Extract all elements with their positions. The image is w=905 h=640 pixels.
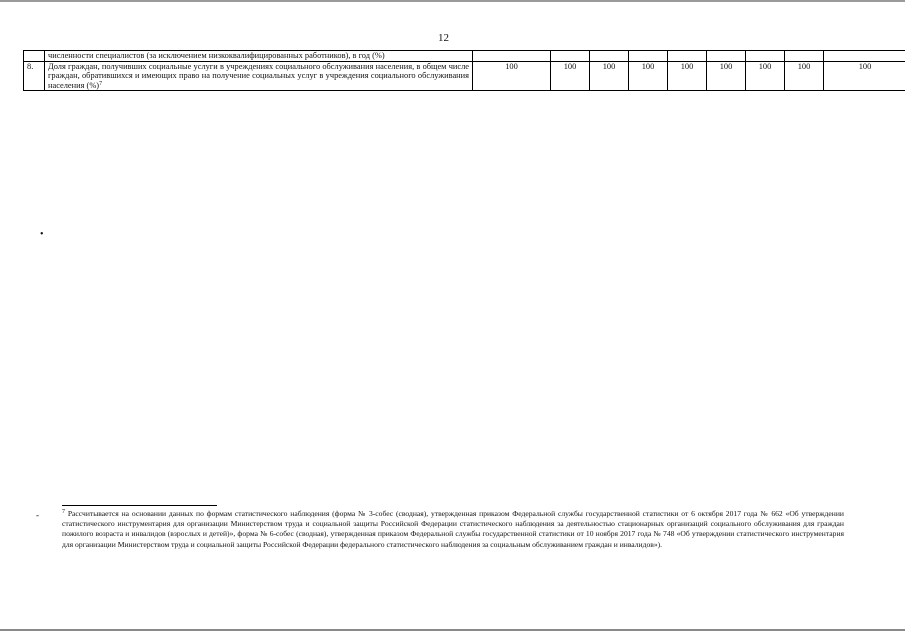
indicator-name: численности специалистов (за исключением низкоквалифицированных работников), в год (%) bbox=[45, 51, 473, 62]
footnote-reference: 7 bbox=[99, 80, 103, 87]
value-cell bbox=[668, 51, 707, 62]
value-cell: 100 bbox=[551, 61, 590, 91]
value-cell: 100 bbox=[473, 61, 551, 91]
value-cell bbox=[629, 51, 668, 62]
value-cell: 100 bbox=[824, 61, 905, 91]
value-cell: 100 bbox=[785, 61, 824, 91]
page-number: 12 bbox=[438, 32, 449, 44]
value-cell: 100 bbox=[629, 61, 668, 91]
indicator-name bbox=[45, 61, 473, 91]
value-cell bbox=[551, 51, 590, 62]
scan-top-edge bbox=[0, 0, 905, 2]
footnote bbox=[62, 509, 844, 550]
value-cell: 100 bbox=[746, 61, 785, 91]
indicator-text: Доля граждан, получивших социальные услуги в учреждениях социального обслуживания населения, в общем числе граждан, обратившихся и имеющих право на получение социальных услуг в учреждения социального обслуживания населения (%) bbox=[48, 61, 469, 90]
stray-mark: • bbox=[40, 229, 44, 240]
value-cell: 100 bbox=[590, 61, 629, 91]
value-cell: 100 bbox=[707, 61, 746, 91]
row-number: 8. bbox=[24, 61, 45, 91]
scan-bottom-edge bbox=[0, 629, 905, 631]
table-row bbox=[24, 61, 905, 91]
row-number bbox=[24, 51, 45, 62]
value-cell bbox=[707, 51, 746, 62]
value-cell bbox=[785, 51, 824, 62]
footnote-bullet: - bbox=[36, 510, 39, 520]
footnote-text: Рассчитывается на основании данных по формам статистического наблюдения (форма № 3-собес (сводная), утвержденная приказом Федеральной службы государственной статистики от 6 октября 2017 года № 662 «Об утверждении статистического инструментария для организации Министерством труда и социальной защиты Российской Федерации статистического наблюдения за деятельностью стационарных организаций социального обслуживания для граждан пожилого возраста и инвалидов (взрослых и детей)», форма № 6-собес (сводная), утвержденная приказом Федеральной службы государственной статистики от 10 ноября 2017 года № 748 «Об утверждении статистического инструментария для организации Министерством труда и социальной защиты Российской Федерации федерального статистического наблюдения за социальным обслуживанием граждан и инвалидов»). bbox=[62, 509, 844, 549]
value-cell: 100 bbox=[668, 61, 707, 91]
footnote-separator bbox=[62, 505, 217, 506]
indicator-table bbox=[23, 50, 905, 91]
value-cell bbox=[473, 51, 551, 62]
table-row bbox=[24, 51, 905, 62]
value-cell bbox=[746, 51, 785, 62]
value-cell bbox=[590, 51, 629, 62]
footnote-marker: 7 bbox=[62, 509, 65, 515]
value-cell bbox=[824, 51, 905, 62]
